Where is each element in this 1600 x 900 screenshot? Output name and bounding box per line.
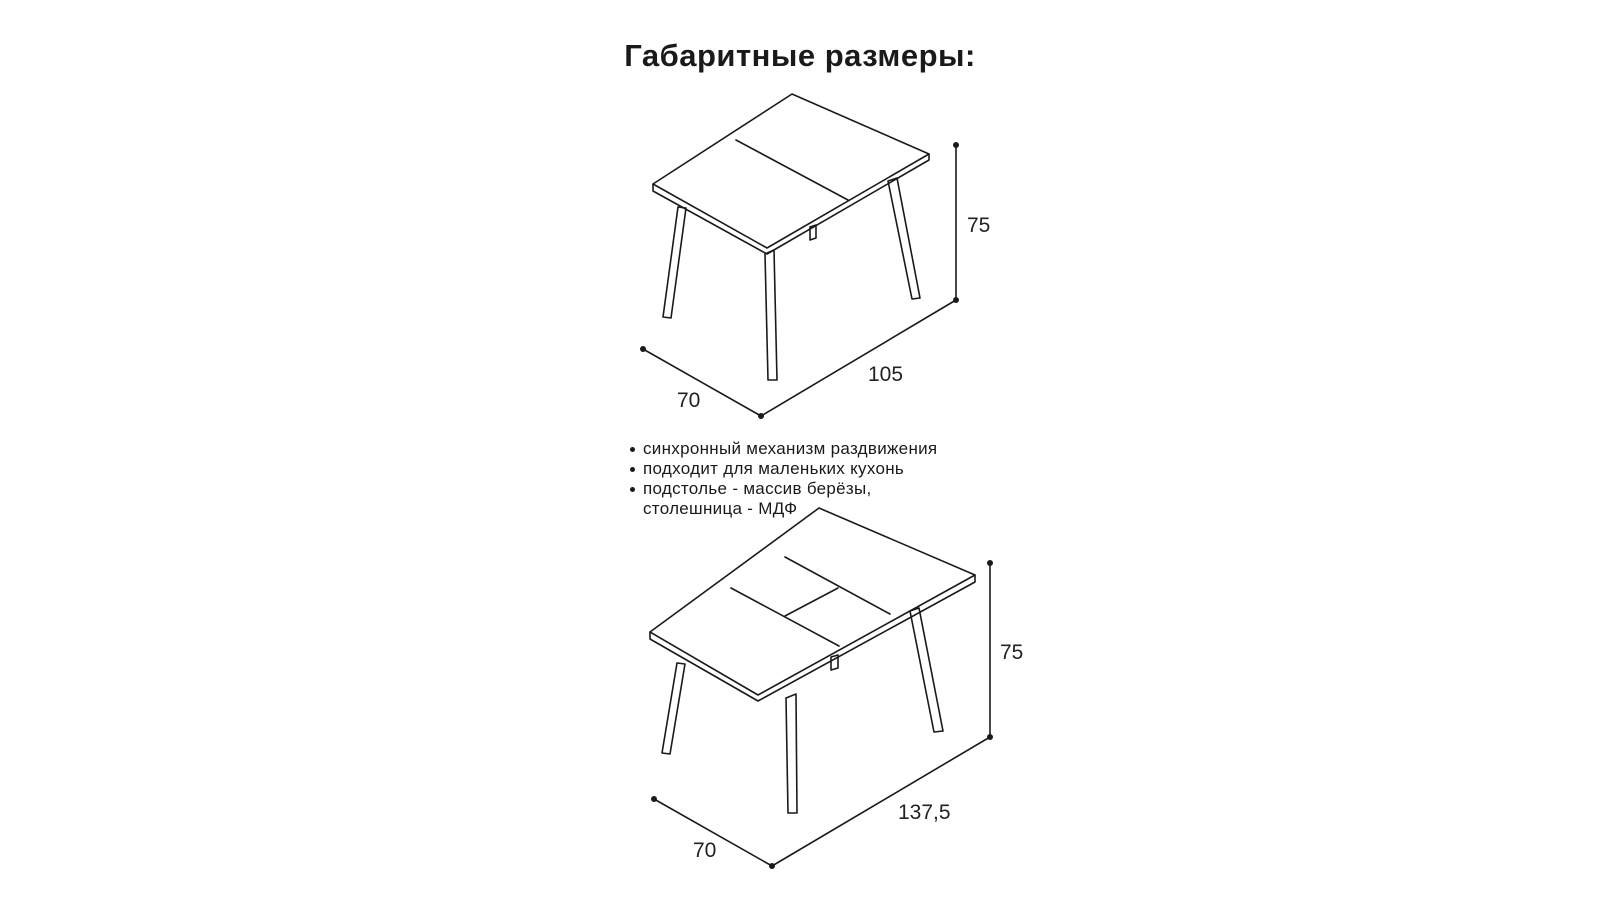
- extended-insert-center: [785, 588, 838, 616]
- compact-height-label: 75: [967, 214, 991, 237]
- feature-text-continuation: столешница - МДФ: [643, 499, 798, 518]
- extended-leg-back-right: [910, 608, 943, 732]
- extended-height-top-dot: [987, 560, 993, 566]
- compact-leg-back-right: [888, 178, 920, 299]
- compact-length-label: 105: [868, 363, 904, 386]
- feature-item: [628, 439, 937, 459]
- extended-height-bottom-dot: [987, 734, 993, 740]
- extended-seam-right: [785, 557, 890, 614]
- compact-height-top-dot: [953, 142, 959, 148]
- extended-table-drawing: [650, 508, 975, 813]
- compact-length-line: [761, 300, 956, 416]
- compact-width-line: [643, 349, 761, 416]
- compact-leg-front-left: [663, 207, 686, 318]
- extended-length-label: 137,5: [898, 801, 951, 824]
- feature-item: [628, 479, 937, 519]
- extended-width-label: 70: [693, 839, 717, 862]
- feature-list: [628, 439, 937, 519]
- feature-text: подходит для маленьких кухонь: [643, 459, 905, 478]
- extended-corner-dot: [769, 863, 775, 869]
- compact-height-bottom-dot: [953, 297, 959, 303]
- compact-table-drawing: [653, 94, 929, 380]
- feature-text: подстолье - массив берёзы,: [643, 479, 872, 498]
- extended-tabletop-edge: [650, 575, 975, 701]
- page-title: Габаритные размеры:: [624, 38, 976, 73]
- extended-leg-front-left: [662, 663, 685, 754]
- extended-width-end-dot: [651, 796, 657, 802]
- extended-leg-front-right: [786, 694, 797, 813]
- extended-height-label: 75: [1000, 641, 1024, 664]
- compact-tabletop: [653, 94, 929, 248]
- compact-corner-dot: [758, 413, 764, 419]
- compact-leg-front-right: [765, 250, 777, 380]
- compact-tabletop-seam: [736, 140, 848, 200]
- feature-item: [628, 459, 937, 479]
- feature-text: синхронный механизм раздвижения: [643, 439, 938, 458]
- extended-length-line: [772, 737, 990, 866]
- compact-width-end-dot: [640, 346, 646, 352]
- compact-width-label: 70: [677, 389, 701, 412]
